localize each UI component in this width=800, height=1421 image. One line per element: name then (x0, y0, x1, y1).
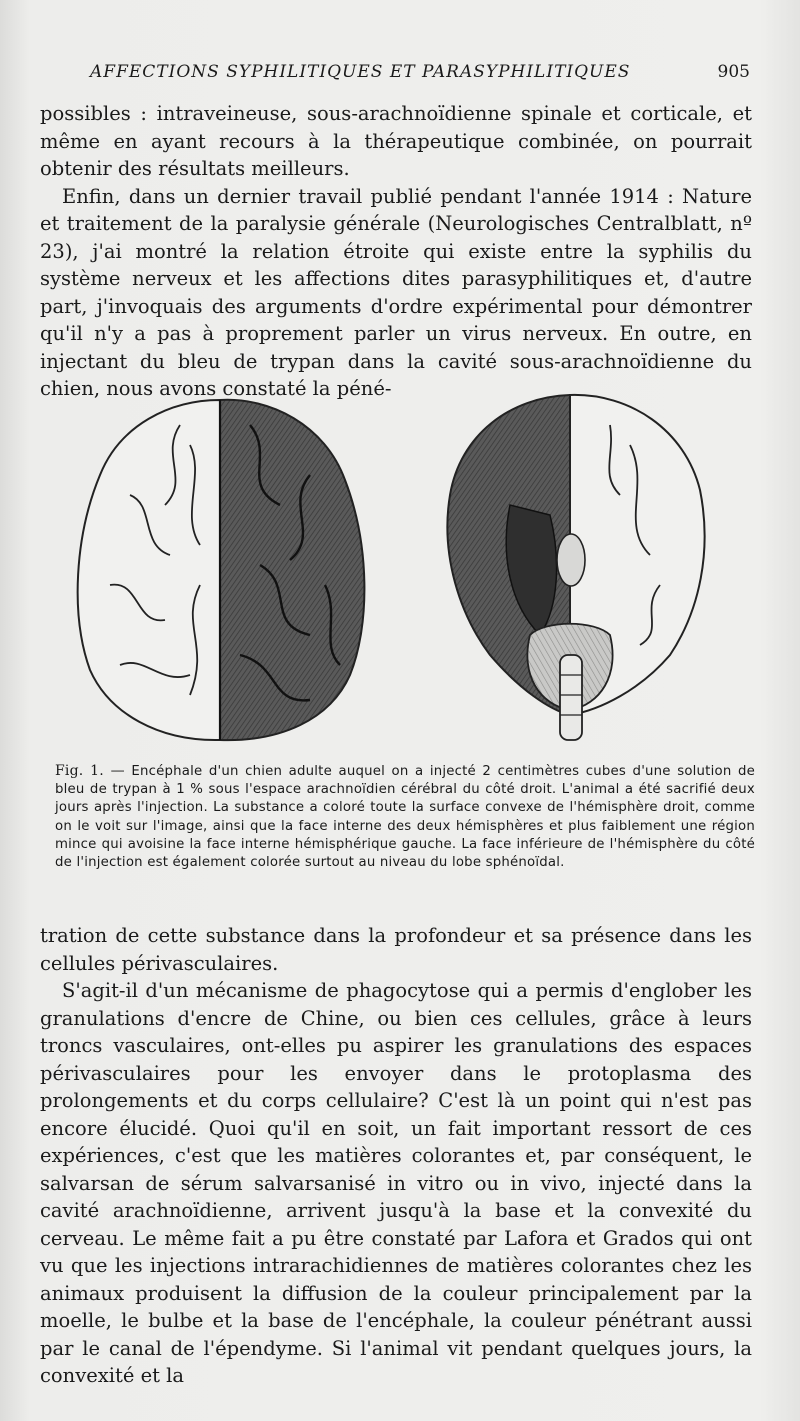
paragraph: Enfin, dans un dernier travail publié pendant l'année 1914 : Nature et traitement de la paralysie générale (Neurologisches Centralblatt, nº 23), j'ai montré la relation étroite qui existe entre la syphilis du système nerveux et les affections dites parasyphilitiques et, d'autre part, j'invoquais des arguments d'ordre expérimental pour démontrer qu'il n'y a pas à proprement parler un virus nerveux. En outre, en injectant du bleu de trypan dans la cavité sous-arachnoïdienne du chien, nous avons constaté la péné- (40, 184, 752, 400)
running-header (90, 62, 750, 82)
figure-caption-text: Encéphale d'un chien adulte auquel on a injecté 2 centimètres cubes d'une solution de bleu de trypan à 1 % sous l'espace arachnoïdien cérébral du côté droit. L'animal a été sacrifié deux jours après l'injection. La substance a coloré toute la surface convexe de l'hémisphère droit, comme on le voit sur l'image, ainsi que la face interne des deux hémisphères et plus faiblement une région mince qui avoisine la face interne hémisphérique gauche. La face inférieure de l'hémisphère du côté de l'injection est également colorée surtout au niveau du lobe sphénoïdal. (55, 764, 755, 871)
brain-illustration (40, 385, 760, 755)
figure-label: Fig. 1. — (55, 763, 125, 779)
top-text-block (40, 100, 752, 403)
running-title: AFFECTIONS SYPHILITIQUES ET PARASYPHILITIQUES (90, 62, 631, 82)
paragraph: tration de cette substance dans la profondeur et sa présence dans les cellules périvasculaires. (40, 924, 752, 975)
page-number: 905 (717, 62, 750, 82)
bottom-text-block (40, 922, 752, 1390)
paragraph: S'agit-il d'un mécanisme de phagocytose qui a permis d'englober les granulations d'encre de Chine, ou bien ces cellules, grâce à leurs troncs vasculaires, ont-elles pu aspirer les granulations des espaces périvasculaires pour les envoyer dans le protoplasma des prolongements et du corps cellulaire? C'est là un point qui n'est pas encore élucidé. Quoi qu'il en soit, un fait important ressort de ces expériences, c'est que les matières colorantes et, par conséquent, le salvarsan de sérum salvarsanisé in vitro ou in vivo, injecté dans la cavité arachnoïdienne, arrivent jusqu'à la base et la convexité du cerveau. Le même fait a pu être constaté par Lafora et Grados qui ont vu que les injections intrarachidiennes de matières colorantes chez les animaux produisent la diffusion de la couleur principalement par la moelle, le bulbe et la base de l'encéphale, la couleur pénétrant aussi par le canal de l'épendyme. Si l'animal vit pendant quelques jours, la convexité et la (40, 979, 752, 1387)
paragraph: possibles : intraveineuse, sous-arachnoïdienne spinale et corticale, et même en ayant recours à la thérapeutique combinée, on pourrait obtenir des résultats meilleurs. (40, 102, 752, 180)
dorsal-view (78, 400, 365, 740)
ventral-view (447, 395, 704, 740)
figure-caption (55, 762, 755, 872)
